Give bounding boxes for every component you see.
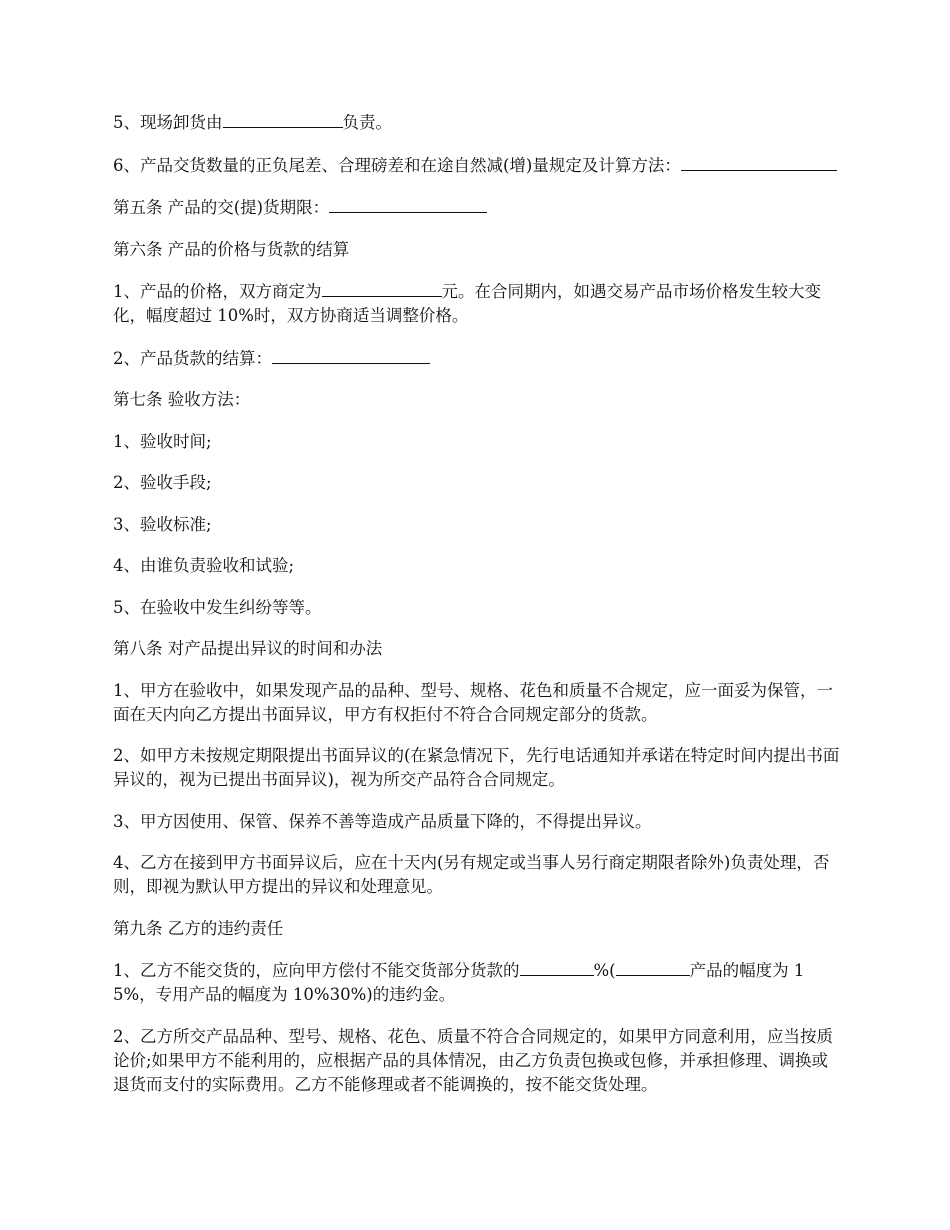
clause-8-item-4: 4、乙方在接到甲方书面异议后，应在十天内(另有规定或当事人另行商定期限者除外)负责处理，否则，即视为默认甲方提出的异议和处理意见。 bbox=[113, 853, 830, 896]
clause-6-item-2: 2、产品货款的结算： bbox=[113, 346, 841, 371]
fill-blank-tolerance-method-2[interactable] bbox=[765, 153, 837, 171]
clause-7-item-5: 5、在验收中发生纠纷等等。 bbox=[113, 597, 322, 617]
fill-blank-unloader[interactable] bbox=[223, 110, 343, 128]
clause-9-item-2: 2、乙方所交产品品种、型号、规格、花色、质量不符合合同规定的，如果甲方同意利用，应当按质论价;如果甲方不能利用的，应根据产品的具体情况，由乙方负责包换或包修，并承担修理、调换或退货而支付的实际费用。乙方不能修理或者不能调换的，按不能交货处理。 bbox=[113, 1026, 833, 1094]
document-body bbox=[113, 110, 841, 1114]
clause-7-item-4: 4、由谁负责验收和试验; bbox=[113, 556, 295, 575]
clause-5-heading: 第五条 产品的交(提)货期限： bbox=[113, 195, 841, 220]
clause-9-item-1: 1、乙方不能交货的，应向甲方偿付不能交货部分货款的 %( 产品的幅度为 15%，专用产品的幅度为 10%30%)的违约金。 bbox=[113, 958, 841, 1007]
clause-8-item-3: 3、甲方因使用、保管、保养不善等造成产品质量下降的，不得提出异议。 bbox=[113, 811, 652, 831]
clause-8-item-1: 1、甲方在验收中，如果发现产品的品种、型号、规格、花色和质量不合规定，应一面妥为保管，一面在天内向乙方提出书面异议，甲方有权拒付不符合合同规定部分的货款。 bbox=[113, 680, 833, 724]
clause-4-item-6: 6、产品交货数量的正负尾差、合理磅差和在途自然减(增)量规定及计算方法： bbox=[113, 153, 841, 178]
fill-blank-tolerance-method-1[interactable] bbox=[681, 153, 765, 171]
clause-7-item-1: 1、验收时间; bbox=[113, 431, 212, 451]
fill-blank-penalty-percent[interactable] bbox=[520, 958, 594, 976]
fill-blank-price[interactable] bbox=[322, 279, 442, 297]
clause-9-heading: 第九条 乙方的违约责任 bbox=[113, 918, 284, 938]
clause-7-item-3: 3、验收标准; bbox=[113, 514, 212, 534]
clause-8-heading: 第八条 对产品提出异议的时间和办法 bbox=[113, 639, 383, 658]
fill-blank-delivery-period[interactable] bbox=[329, 195, 487, 213]
clause-7-item-2: 2、验收手段; bbox=[113, 473, 212, 492]
clause-7-heading: 第七条 验收方法： bbox=[113, 390, 251, 409]
clause-8-item-2: 2、如甲方未按规定期限提出书面异议的(在紧急情况下，先行电话通知并承诺在特定时间内提出书面异议的，视为已提出书面异议)，视为所交产品符合合同规定。 bbox=[113, 746, 840, 789]
clause-6-heading: 第六条 产品的价格与货款的结算 bbox=[113, 239, 350, 259]
fill-blank-product-type[interactable] bbox=[616, 958, 690, 976]
clause-6-item-1: 1、产品的价格，双方商定为 元。在合同期内，如遇交易产品市场价格发生较大变化，幅度超过 10%时，双方协商适当调整价格。 bbox=[113, 279, 841, 328]
clause-4-item-5: 5、现场卸货由 负责。 bbox=[113, 110, 841, 135]
fill-blank-settlement[interactable] bbox=[272, 346, 430, 364]
